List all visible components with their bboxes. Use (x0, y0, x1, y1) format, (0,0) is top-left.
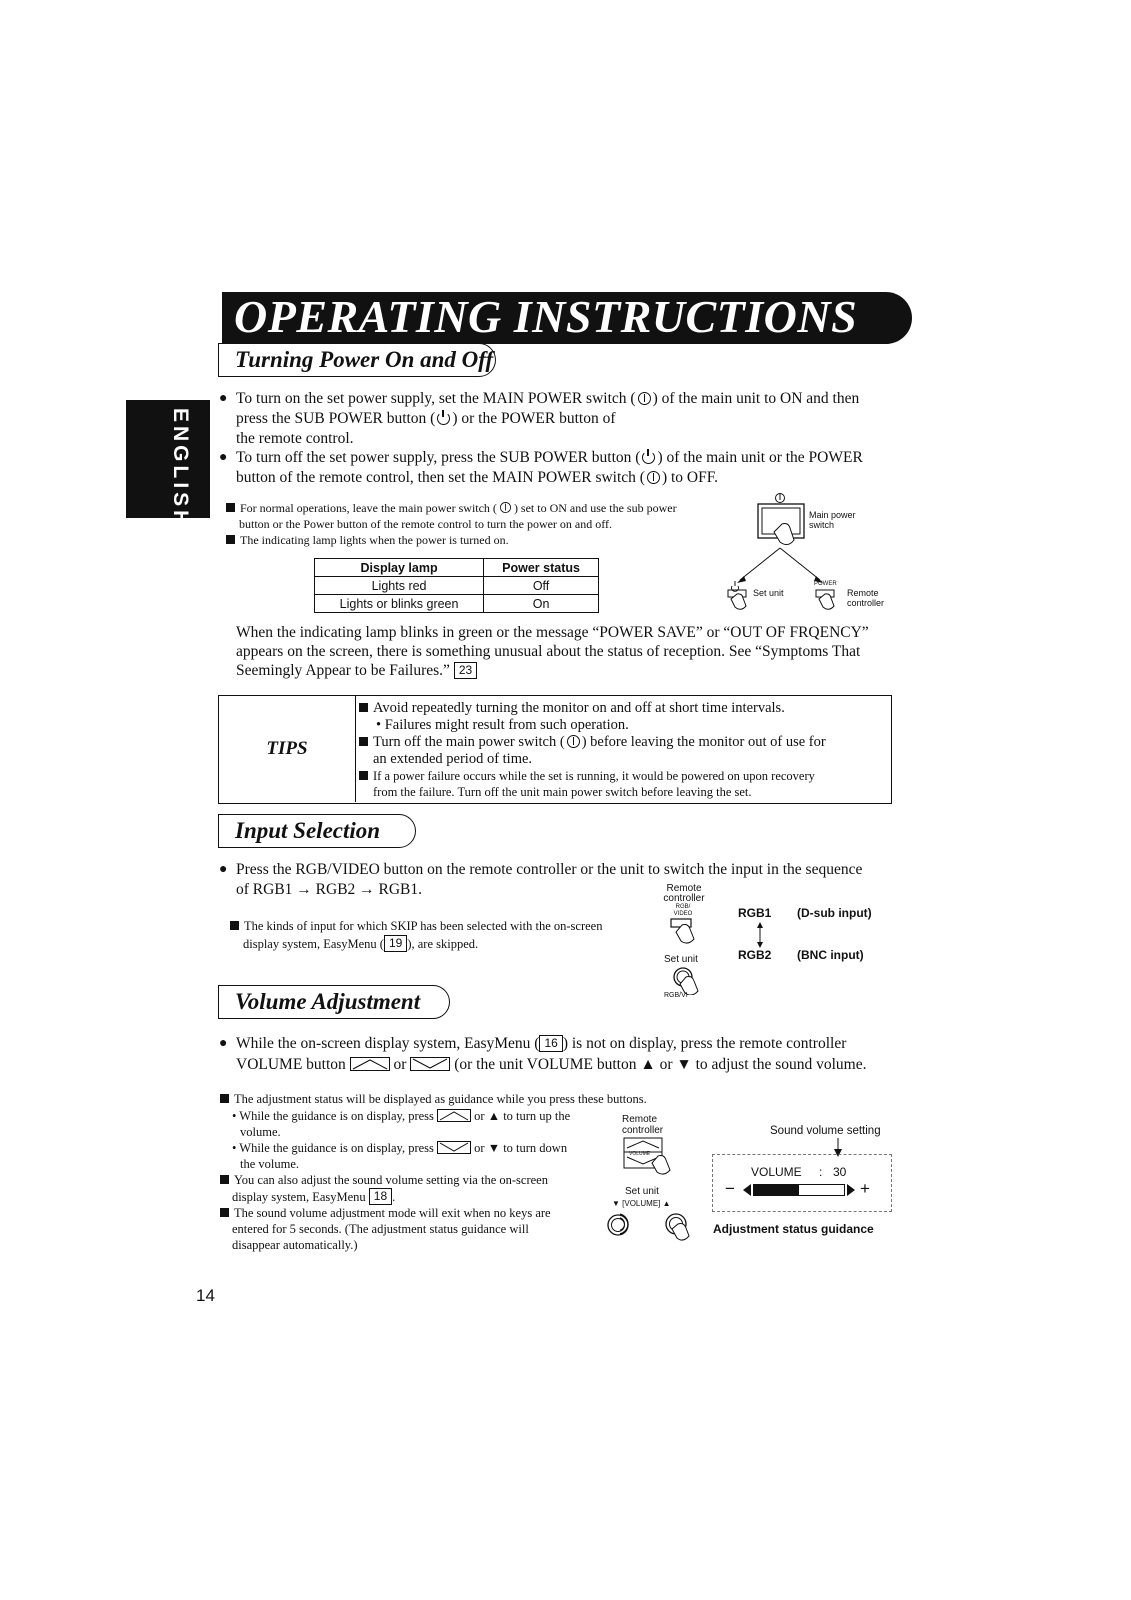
square-bullet-icon (230, 921, 239, 930)
table-row: Lights or blinks green On (315, 595, 599, 613)
table-row: Lights red Off (315, 577, 599, 595)
rgb2-label: RGB2 (738, 948, 772, 962)
input-bullet: ● Press the RGB/VIDEO button on the remote controller or the unit to switch the input in the sequence of RGB1 → RGB2 → RGB1. (219, 861, 863, 898)
minus-icon: − (725, 1179, 735, 1198)
page-ref-19[interactable]: 19 (384, 935, 407, 952)
square-bullet-icon (359, 703, 368, 712)
remote-controller-label: Remote controller (847, 588, 885, 608)
remote-power-button-icon (816, 590, 834, 609)
rgb2-desc: (BNC input) (797, 948, 864, 962)
page-ref-23[interactable]: 23 (454, 662, 477, 679)
rgb-toggle-arrow-icon (754, 922, 766, 948)
main-power-switch-label: Main power switch (809, 510, 856, 530)
input-note: The kinds of input for which SKIP has been selected with the on-screen display system, EasyMenu ( 19 ), are skipped. (230, 918, 650, 953)
volume-section-heading: Volume Adjustment (218, 985, 450, 1019)
volume-down-button-icon (437, 1141, 471, 1154)
standby-icon (437, 412, 450, 425)
input-section-heading: Input Selection (218, 814, 416, 848)
remote-rgb-video-button-icon (671, 919, 694, 943)
input-remote-label: Remote controller (663, 883, 705, 904)
osd-volume-bar-fill (754, 1185, 799, 1195)
page-title: OPERATING INSTRUCTIONS (234, 291, 858, 342)
power-bullet-on: ● To turn on the set power supply, set the MAIN POWER switch ( ) of the main unit to ON and then press the SUB POWER button ( ) or the POWER button of the remote control. (219, 390, 860, 447)
tips-text: Avoid repeatedly turning the monitor on and off at short time intervals. • Failures might result from such operation. Turn off the main power switch ( ) before leaving the monitor out of use for an extended period of time. If a power failure occurs while the set is running, it would be powered on upon recovery from the failure. Turn off the unit main power switch before leaving the set. (359, 700, 887, 800)
blink-paragraph: When the indicating lamp blinks in green or the message “POWER SAVE” or “OUT OF FRQENCY” appears on the screen, there is something unusual about the status of reception. See “Symptoms That Seemingly Appear to be Failures.” 23 (236, 624, 869, 679)
table-header: Display lamp (315, 559, 484, 577)
volume-bullet: ● While the on-screen display system, EasyMenu ( 16 ) is not on display, press the remote controller VOLUME button or (or the unit VOLUME button ▲ or ▼ to adjust the sound volume. (219, 1035, 867, 1073)
volume-up-button-icon (437, 1109, 471, 1122)
osd-separator: : (819, 1165, 823, 1179)
page-number: 14 (196, 1286, 215, 1305)
square-bullet-icon (226, 503, 235, 512)
plus-icon: + (860, 1179, 870, 1198)
main-power-switch-icon (758, 494, 804, 545)
square-bullet-icon (220, 1094, 229, 1103)
square-bullet-icon (226, 535, 235, 544)
square-bullet-icon (359, 771, 368, 780)
rgb1-label: RGB1 (738, 906, 772, 920)
osd-volume-bar (753, 1184, 845, 1196)
set-unit-label: Set unit (753, 588, 784, 598)
tips-box (218, 695, 892, 804)
volume-small-label: VOLUME (629, 1151, 651, 1157)
standby-icon (642, 451, 655, 464)
square-bullet-icon (359, 737, 368, 746)
volume-osd (712, 1154, 892, 1212)
adjustment-guidance-caption: Adjustment status guidance (713, 1222, 874, 1236)
main-power-icon (638, 392, 651, 405)
osd-volume-value: 30 (833, 1165, 847, 1179)
language-tab-label: ENGLISH (169, 408, 192, 530)
osd-volume-label: VOLUME (751, 1165, 802, 1179)
power-notes: For normal operations, leave the main power switch ( ) set to ON and use the sub power button or the Power button of the remote control to turn the power on and off. The indicating lamp lights when the power is turned on. (226, 500, 726, 548)
lamp-status-table (314, 558, 599, 613)
square-bullet-icon (220, 1208, 229, 1217)
page-ref-16[interactable]: 16 (539, 1035, 562, 1052)
main-power-icon (647, 471, 660, 484)
bullet-icon: ● (219, 391, 228, 406)
table-header: Power status (484, 559, 599, 577)
volume-set-unit-label: Set unit (625, 1186, 659, 1197)
bullet-icon: ● (219, 862, 228, 877)
volume-notes: The adjustment status will be displayed as guidance while you press these buttons. • While the guidance is on display, press or ▲ to turn up the volume. • While the guidance is on display, press or ▼ to turn down the volume. You can also adjust the sound volume setting via the on-screen display system, EasyMenu 18 . The sound volume adjustment mode will exit when no keys are entered for 5 seconds. (The adjustment status guidance will disappear automatically.) (220, 1091, 680, 1253)
bullet-icon: ● (219, 1036, 228, 1051)
volume-remote-label: Remote controller (622, 1114, 664, 1136)
bullet-icon: ● (219, 450, 228, 465)
rgb-video-label: RGB/ VIDEO (673, 904, 693, 917)
main-power-icon (500, 502, 511, 513)
osd-right-arrow-icon (847, 1184, 855, 1196)
language-tab (126, 400, 210, 530)
power-section-heading: Turning Power On and Off (218, 343, 496, 377)
main-power-icon (567, 735, 580, 748)
set-unit-left-button-icon (604, 1212, 634, 1238)
tips-label: TIPS (219, 696, 356, 802)
square-bullet-icon (220, 1175, 229, 1184)
page-title-bar (222, 292, 912, 344)
volume-up-button[interactable] (350, 1057, 390, 1071)
volume-set-unit-buttons-label: ▼ [VOLUME] ▲ (612, 1199, 671, 1208)
rgb1-desc: (D-sub input) (797, 906, 872, 920)
power-button-label: POWER (814, 581, 837, 587)
volume-down-button[interactable] (410, 1057, 450, 1071)
input-set-unit-label: Set unit (664, 954, 698, 965)
rgb-vi-label: RGB/VI (664, 992, 688, 999)
page-ref-18[interactable]: 18 (369, 1188, 392, 1205)
set-unit-button-icon (728, 581, 746, 609)
power-bullet-off: ● To turn off the set power supply, press the SUB POWER button ( ) of the main unit or the POWER button of the remote control, then set the MAIN POWER switch ( ) to OFF. (219, 449, 863, 486)
osd-left-arrow-icon (743, 1184, 751, 1196)
sound-volume-setting-label: Sound volume setting (770, 1125, 881, 1137)
